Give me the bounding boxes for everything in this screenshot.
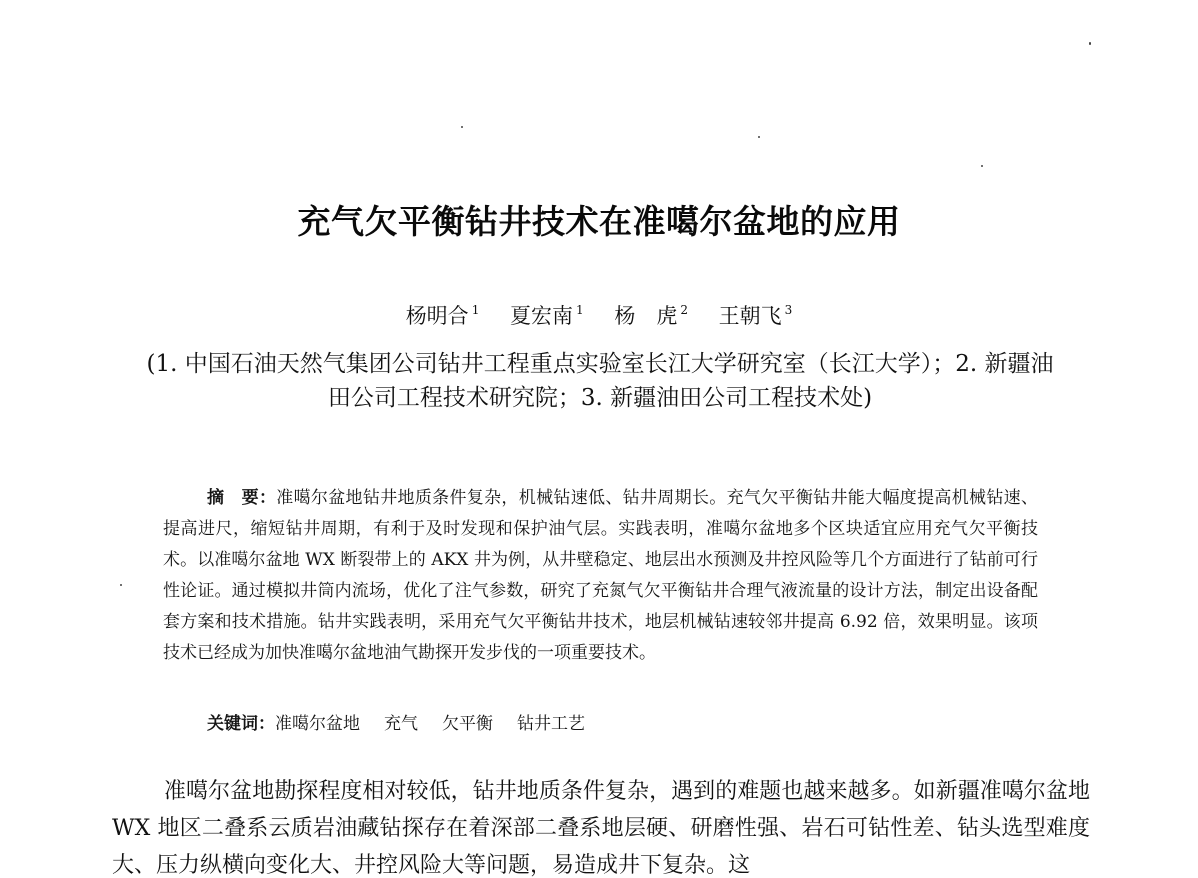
keyword: 钻井工艺 [517,714,585,734]
author-list [0,300,1198,330]
author-affiliation-mark: 1 [576,303,584,317]
author-affiliation-mark: 3 [784,303,793,317]
abstract-label: 摘 要： [207,488,277,508]
author [406,304,480,328]
keywords-label: 关键词： [207,714,275,734]
author [614,304,688,328]
keywords-block [207,709,609,740]
scan-speck [758,136,760,138]
author-name: 夏宏南 [510,304,574,328]
author-affiliation-mark: 2 [680,303,688,317]
affiliation-block: (1. 中国石油天然气集团公司钻井工程重点实验室长江大学研究室（长江大学）；2. 新疆油田公司工程技术研究院；3. 新疆油田公司工程技术处) [146,351,1054,411]
abstract-text: 准噶尔盆地钻井地质条件复杂，机械钻速低、钻井周期长。充气欠平衡钻井能大幅度提高机械钻速、提高进尺，缩短钻井周期，有利于及时发现和保护油气层。实践表明，准噶尔盆地多个区块适宜应用充气欠平衡技术。以准噶尔盆地 WX 断裂带上的 AKX 井为例，从井壁稳定、地层出水预测及井控风险等几个方面进行了钻前可行性论证。通过模拟井筒内流场，优化了注气参数，研究了充氮气欠平衡钻井合理气液流量的设计方法，制定出设备配套方案和技术措施。钻井实践表明，采用充气欠平衡钻井技术，地层机械钻速较邻井提高 6.92 倍，效果明显。该项技术已经成为加快准噶尔盆地油气勘探开发步伐的一项重要技术。 [163,488,1039,663]
author-name: 杨 虎 [614,304,678,328]
scan-speck [1089,42,1091,45]
author [719,304,793,328]
keyword: 充气 [384,714,418,734]
scan-speck [461,126,463,128]
body-paragraph: 准噶尔盆地勘探程度相对较低，钻井地质条件复杂，遇到的难题也越来越多。如新疆准噶尔盆地 WX 地区二叠系云质岩油藏钻探存在着深部二叠系地层硬、研磨性强、岩石可钻性差、钻头选型难度大、压力纵横向变化大、井控风险大等问题，易造成井下复杂。这 [112,779,1090,878]
keyword: 准噶尔盆地 [275,714,360,734]
paper-title: 充气欠平衡钻井技术在准噶尔盆地的应用 [297,202,901,241]
author-affiliation-mark: 1 [471,303,480,317]
author [510,304,584,328]
author-name: 杨明合 [405,304,469,328]
abstract-block [163,483,1038,669]
keyword: 欠平衡 [442,714,493,734]
scan-speck [120,584,122,586]
scan-speck [981,165,983,167]
author-name: 王朝飞 [718,304,782,328]
